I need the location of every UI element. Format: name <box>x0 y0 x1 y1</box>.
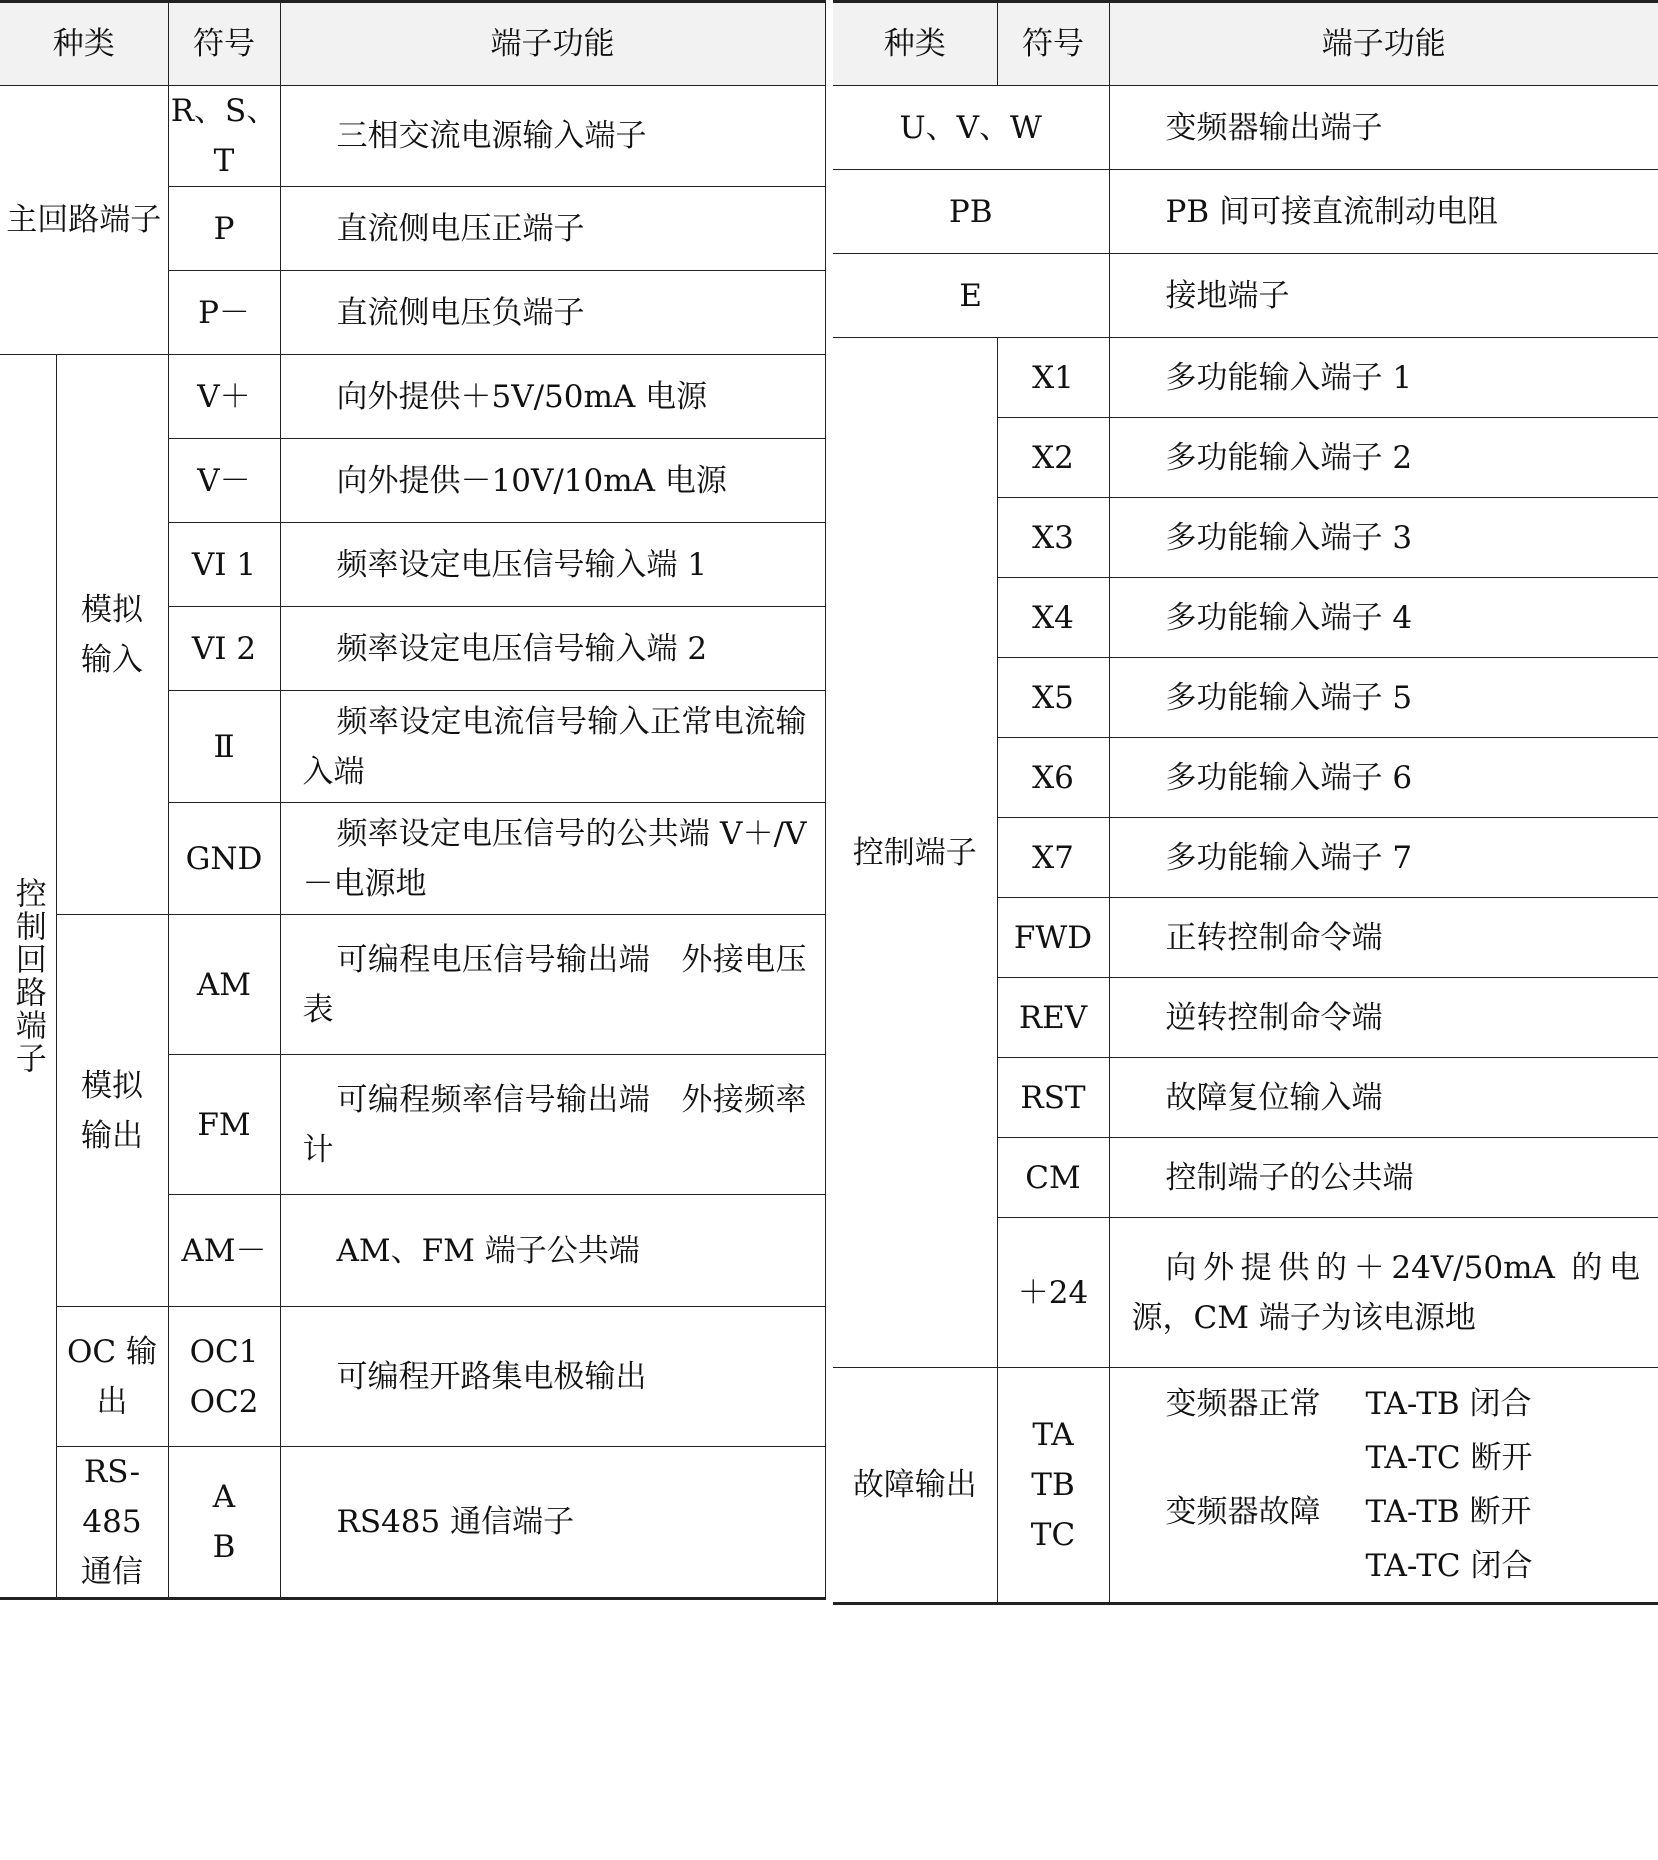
terminal-function: 频率设定电流信号输入正常电流输入端 <box>280 691 825 803</box>
terminal-symbol: FM <box>168 1055 280 1195</box>
terminal-symbol: TA TB TC <box>997 1368 1109 1604</box>
terminal-symbol: OC1 OC2 <box>168 1307 280 1447</box>
fault-state-list: 变频器正常 TA-TB 闭合 TA-TC 断开 变频器故障 TA-TB 断开 TA-TC 闭合 <box>1165 1386 1533 1584</box>
main-circuit-group: 主回路端子 <box>0 86 168 355</box>
terminal-symbol: V＋ <box>168 355 280 439</box>
terminal-symbol: P <box>168 187 280 271</box>
header-row <box>833 2 1658 86</box>
header-row <box>0 2 825 86</box>
terminal-symbol: ＋24 <box>997 1218 1109 1368</box>
terminal-symbol: X3 <box>997 498 1109 578</box>
terminal-function: 可编程电压信号输出端 外接电压表 <box>280 915 825 1055</box>
terminal-function: 逆转控制命令端 <box>1109 978 1658 1058</box>
header-symbol: 符号 <box>168 2 280 86</box>
table-row <box>0 86 825 187</box>
table-row <box>0 355 825 439</box>
terminal-function: 故障复位输入端 <box>1109 1058 1658 1138</box>
terminal-symbol: VI 2 <box>168 607 280 691</box>
terminal-function: 三相交流电源输入端子 <box>280 86 825 187</box>
terminal-symbol: A B <box>168 1447 280 1599</box>
terminal-symbol: X6 <box>997 738 1109 818</box>
terminal-symbol: AM－ <box>168 1195 280 1307</box>
terminal-function: 多功能输入端子 6 <box>1109 738 1658 818</box>
terminal-symbol: GND <box>168 803 280 915</box>
terminal-symbol: AM <box>168 915 280 1055</box>
terminal-function: 正转控制命令端 <box>1109 898 1658 978</box>
rs485-group: RS-485 通信 <box>56 1447 168 1599</box>
terminal-function: 向外提供＋5V/50mA 电源 <box>280 355 825 439</box>
terminal-symbol: X1 <box>997 338 1109 418</box>
table-row <box>0 915 825 1055</box>
terminal-function: 接地端子 <box>1109 254 1658 338</box>
terminal-function: 多功能输入端子 3 <box>1109 498 1658 578</box>
table-row <box>833 86 1658 170</box>
control-terminal-group: 控制端子 <box>833 338 997 1368</box>
terminal-symbol: E <box>833 254 1109 338</box>
terminal-symbol: VI 1 <box>168 523 280 607</box>
terminal-function: 多功能输入端子 5 <box>1109 658 1658 738</box>
table-row <box>0 1447 825 1599</box>
right-terminal-table <box>833 0 1658 1605</box>
terminal-function: 直流侧电压正端子 <box>280 187 825 271</box>
terminal-symbol: X7 <box>997 818 1109 898</box>
terminal-symbol: X2 <box>997 418 1109 498</box>
terminal-function: 变频器输出端子 <box>1109 86 1658 170</box>
terminal-function: 多功能输入端子 7 <box>1109 818 1658 898</box>
terminal-symbol: RST <box>997 1058 1109 1138</box>
terminal-symbol: X5 <box>997 658 1109 738</box>
terminal-function: 频率设定电压信号输入端 1 <box>280 523 825 607</box>
terminal-symbol: P－ <box>168 271 280 355</box>
header-category: 种类 <box>833 2 997 86</box>
oc-output-group: OC 输出 <box>56 1307 168 1447</box>
terminal-function: 直流侧电压负端子 <box>280 271 825 355</box>
table-row <box>0 1307 825 1447</box>
terminal-function: 可编程频率信号输出端 外接频率计 <box>280 1055 825 1195</box>
table-row <box>833 254 1658 338</box>
analog-input-group: 模拟 输入 <box>56 355 168 915</box>
terminal-function: 多功能输入端子 1 <box>1109 338 1658 418</box>
terminal-function: 向外提供－10V/10mA 电源 <box>280 439 825 523</box>
terminal-symbol: FWD <box>997 898 1109 978</box>
terminal-function: PB 间可接直流制动电阻 <box>1109 170 1658 254</box>
terminal-function: 多功能输入端子 4 <box>1109 578 1658 658</box>
table-row <box>833 338 1658 418</box>
header-category: 种类 <box>0 2 168 86</box>
terminal-function: 频率设定电压信号的公共端 V＋/V－电源地 <box>280 803 825 915</box>
header-symbol: 符号 <box>997 2 1109 86</box>
fault-output-group: 故障输出 <box>833 1368 997 1604</box>
terminal-function: AM、FM 端子公共端 <box>280 1195 825 1307</box>
terminal-symbol: Ⅱ <box>168 691 280 803</box>
terminal-symbol: PB <box>833 170 1109 254</box>
terminal-function: 可编程开路集电极输出 <box>280 1307 825 1447</box>
terminal-symbol: V－ <box>168 439 280 523</box>
table-row <box>833 1368 1658 1604</box>
terminal-symbol: U、V、W <box>833 86 1109 170</box>
header-function: 端子功能 <box>280 2 825 86</box>
table-row <box>833 170 1658 254</box>
terminal-function: RS485 通信端子 <box>280 1447 825 1599</box>
terminal-symbol: X4 <box>997 578 1109 658</box>
terminal-function: 频率设定电压信号输入端 2 <box>280 607 825 691</box>
header-function: 端子功能 <box>1109 2 1658 86</box>
left-terminal-table <box>0 0 826 1600</box>
terminal-symbol: R、S、T <box>168 86 280 187</box>
terminal-function: 向外提供的＋24V/50mA 的电源，CM 端子为该电源地 <box>1109 1218 1658 1368</box>
control-circuit-group: 控制回路端子 <box>0 355 56 1599</box>
terminal-function: 多功能输入端子 2 <box>1109 418 1658 498</box>
terminal-symbol: REV <box>997 978 1109 1058</box>
analog-output-group: 模拟 输出 <box>56 915 168 1307</box>
terminal-function <box>1109 1368 1658 1604</box>
terminal-function: 控制端子的公共端 <box>1109 1138 1658 1218</box>
terminal-symbol: CM <box>997 1138 1109 1218</box>
